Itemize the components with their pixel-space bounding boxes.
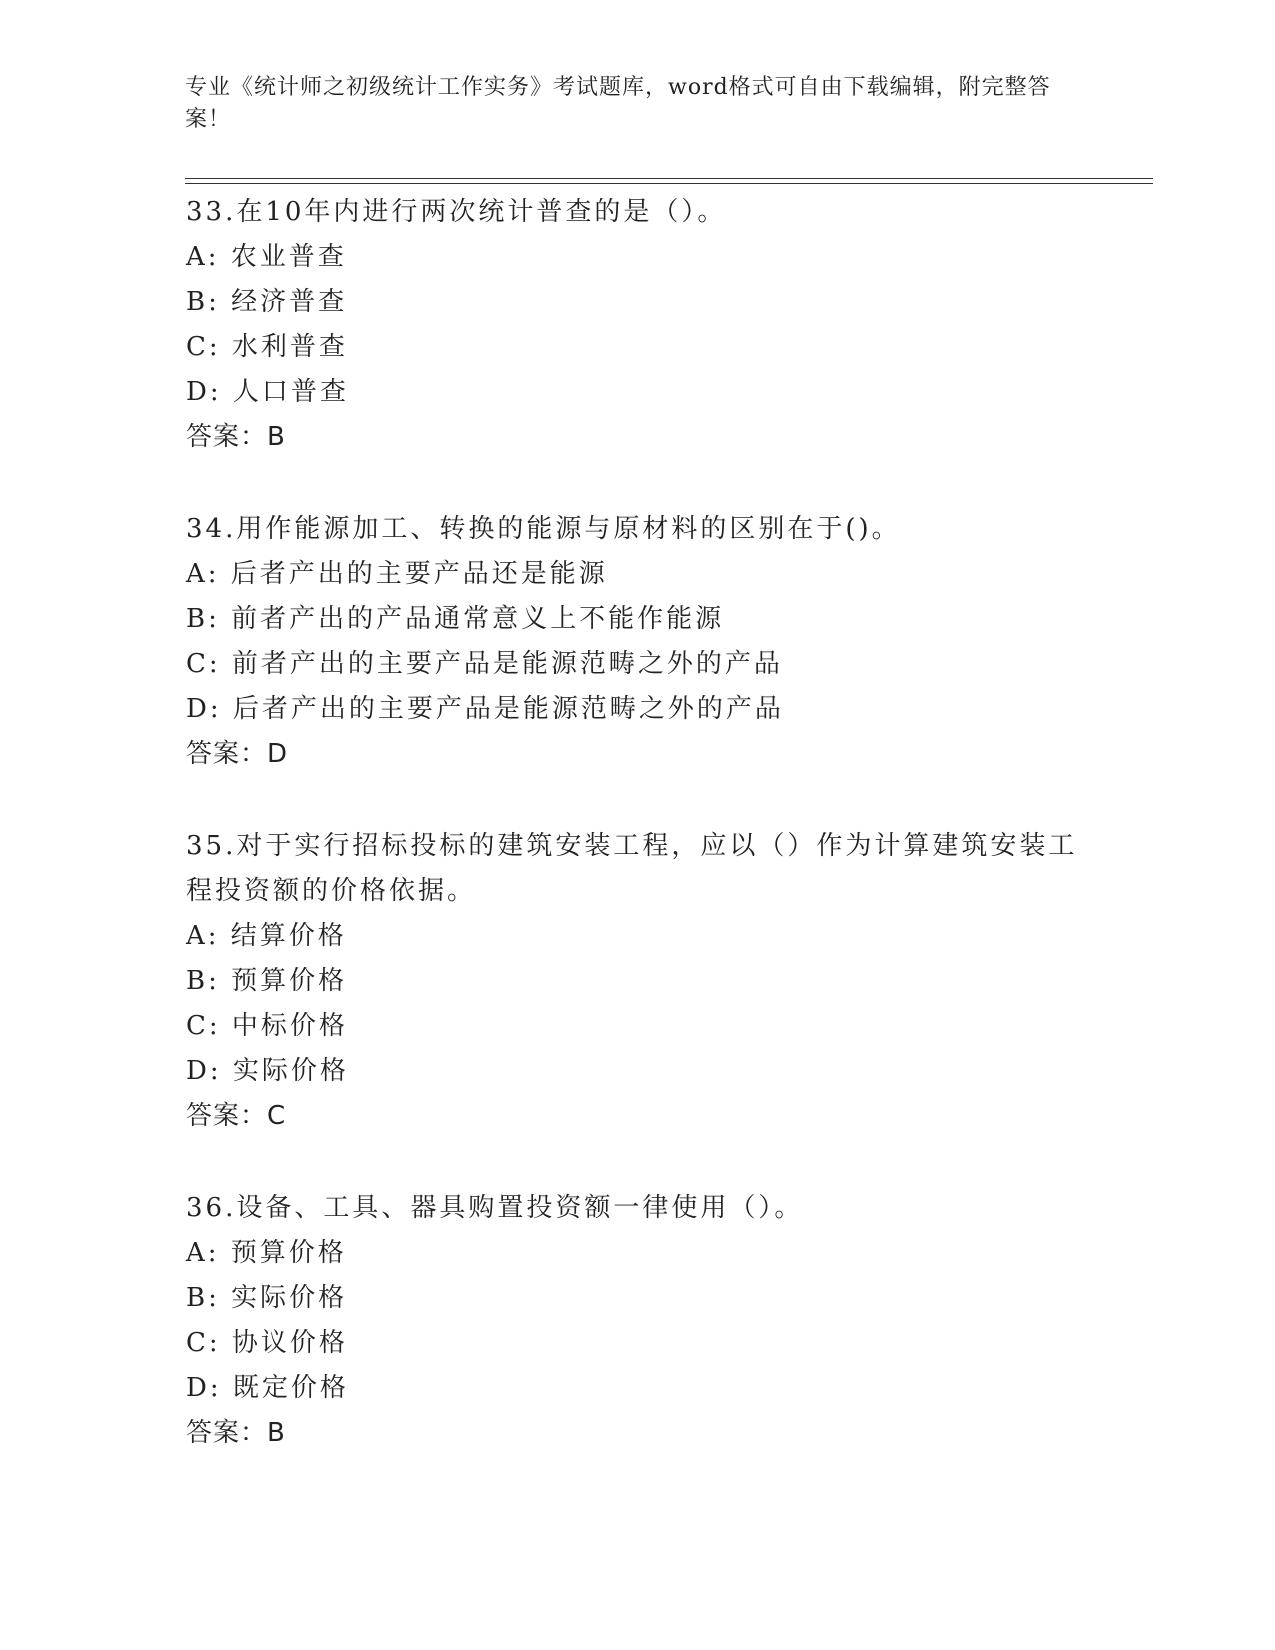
option-c: C: 中标价格	[186, 1011, 348, 1041]
option-c: C: 前者产出的主要产品是能源范畴之外的产品	[186, 649, 783, 679]
answer-line: 答案：B	[186, 1418, 286, 1448]
option-b: B: 前者产出的产品通常意义上不能作能源	[186, 604, 725, 634]
question-33	[186, 190, 1086, 460]
answer-line: 答案：C	[186, 1101, 287, 1131]
option-a: A: 预算价格	[186, 1238, 347, 1268]
option-a: A: 结算价格	[186, 921, 347, 951]
answer-line: 答案：D	[186, 739, 289, 769]
question-spacer	[186, 460, 1086, 507]
question-stem: 36.设备、工具、器具购置投资额一律使用（）。	[186, 1193, 804, 1223]
question-list	[186, 190, 1086, 1456]
question-spacer	[186, 777, 1086, 824]
option-a: A: 农业普查	[186, 242, 347, 272]
option-a: A: 后者产出的主要产品还是能源	[186, 559, 608, 589]
option-b: B: 经济普查	[186, 287, 348, 317]
option-d: D: 既定价格	[186, 1373, 349, 1403]
option-c: C: 协议价格	[186, 1328, 348, 1358]
question-36	[186, 1186, 1086, 1456]
option-b: B: 预算价格	[186, 966, 348, 996]
option-d: D: 后者产出的主要产品是能源范畴之外的产品	[186, 694, 784, 724]
question-spacer	[186, 1139, 1086, 1186]
answer-line: 答案：B	[186, 422, 286, 452]
header-divider-top	[185, 178, 1153, 179]
question-stem: 35.对于实行招标投标的建筑安装工程，应以（）作为计算建筑安装工程投资额的价格依据。	[186, 831, 1078, 906]
question-35	[186, 824, 1086, 1139]
document-header: 专业《统计师之初级统计工作实务》考试题库，word格式可自由下载编辑，附完整答案！	[185, 75, 1051, 132]
question-stem: 34.用作能源加工、转换的能源与原材料的区别在于()。	[186, 514, 901, 544]
option-d: D: 实际价格	[186, 1056, 349, 1086]
option-b: B: 实际价格	[186, 1283, 348, 1313]
question-stem: 33.在10年内进行两次统计普查的是（）。	[186, 197, 727, 227]
question-34	[186, 507, 1086, 777]
option-d: D: 人口普查	[186, 377, 349, 407]
header-divider-bottom	[185, 183, 1153, 184]
option-c: C: 水利普查	[186, 332, 348, 362]
